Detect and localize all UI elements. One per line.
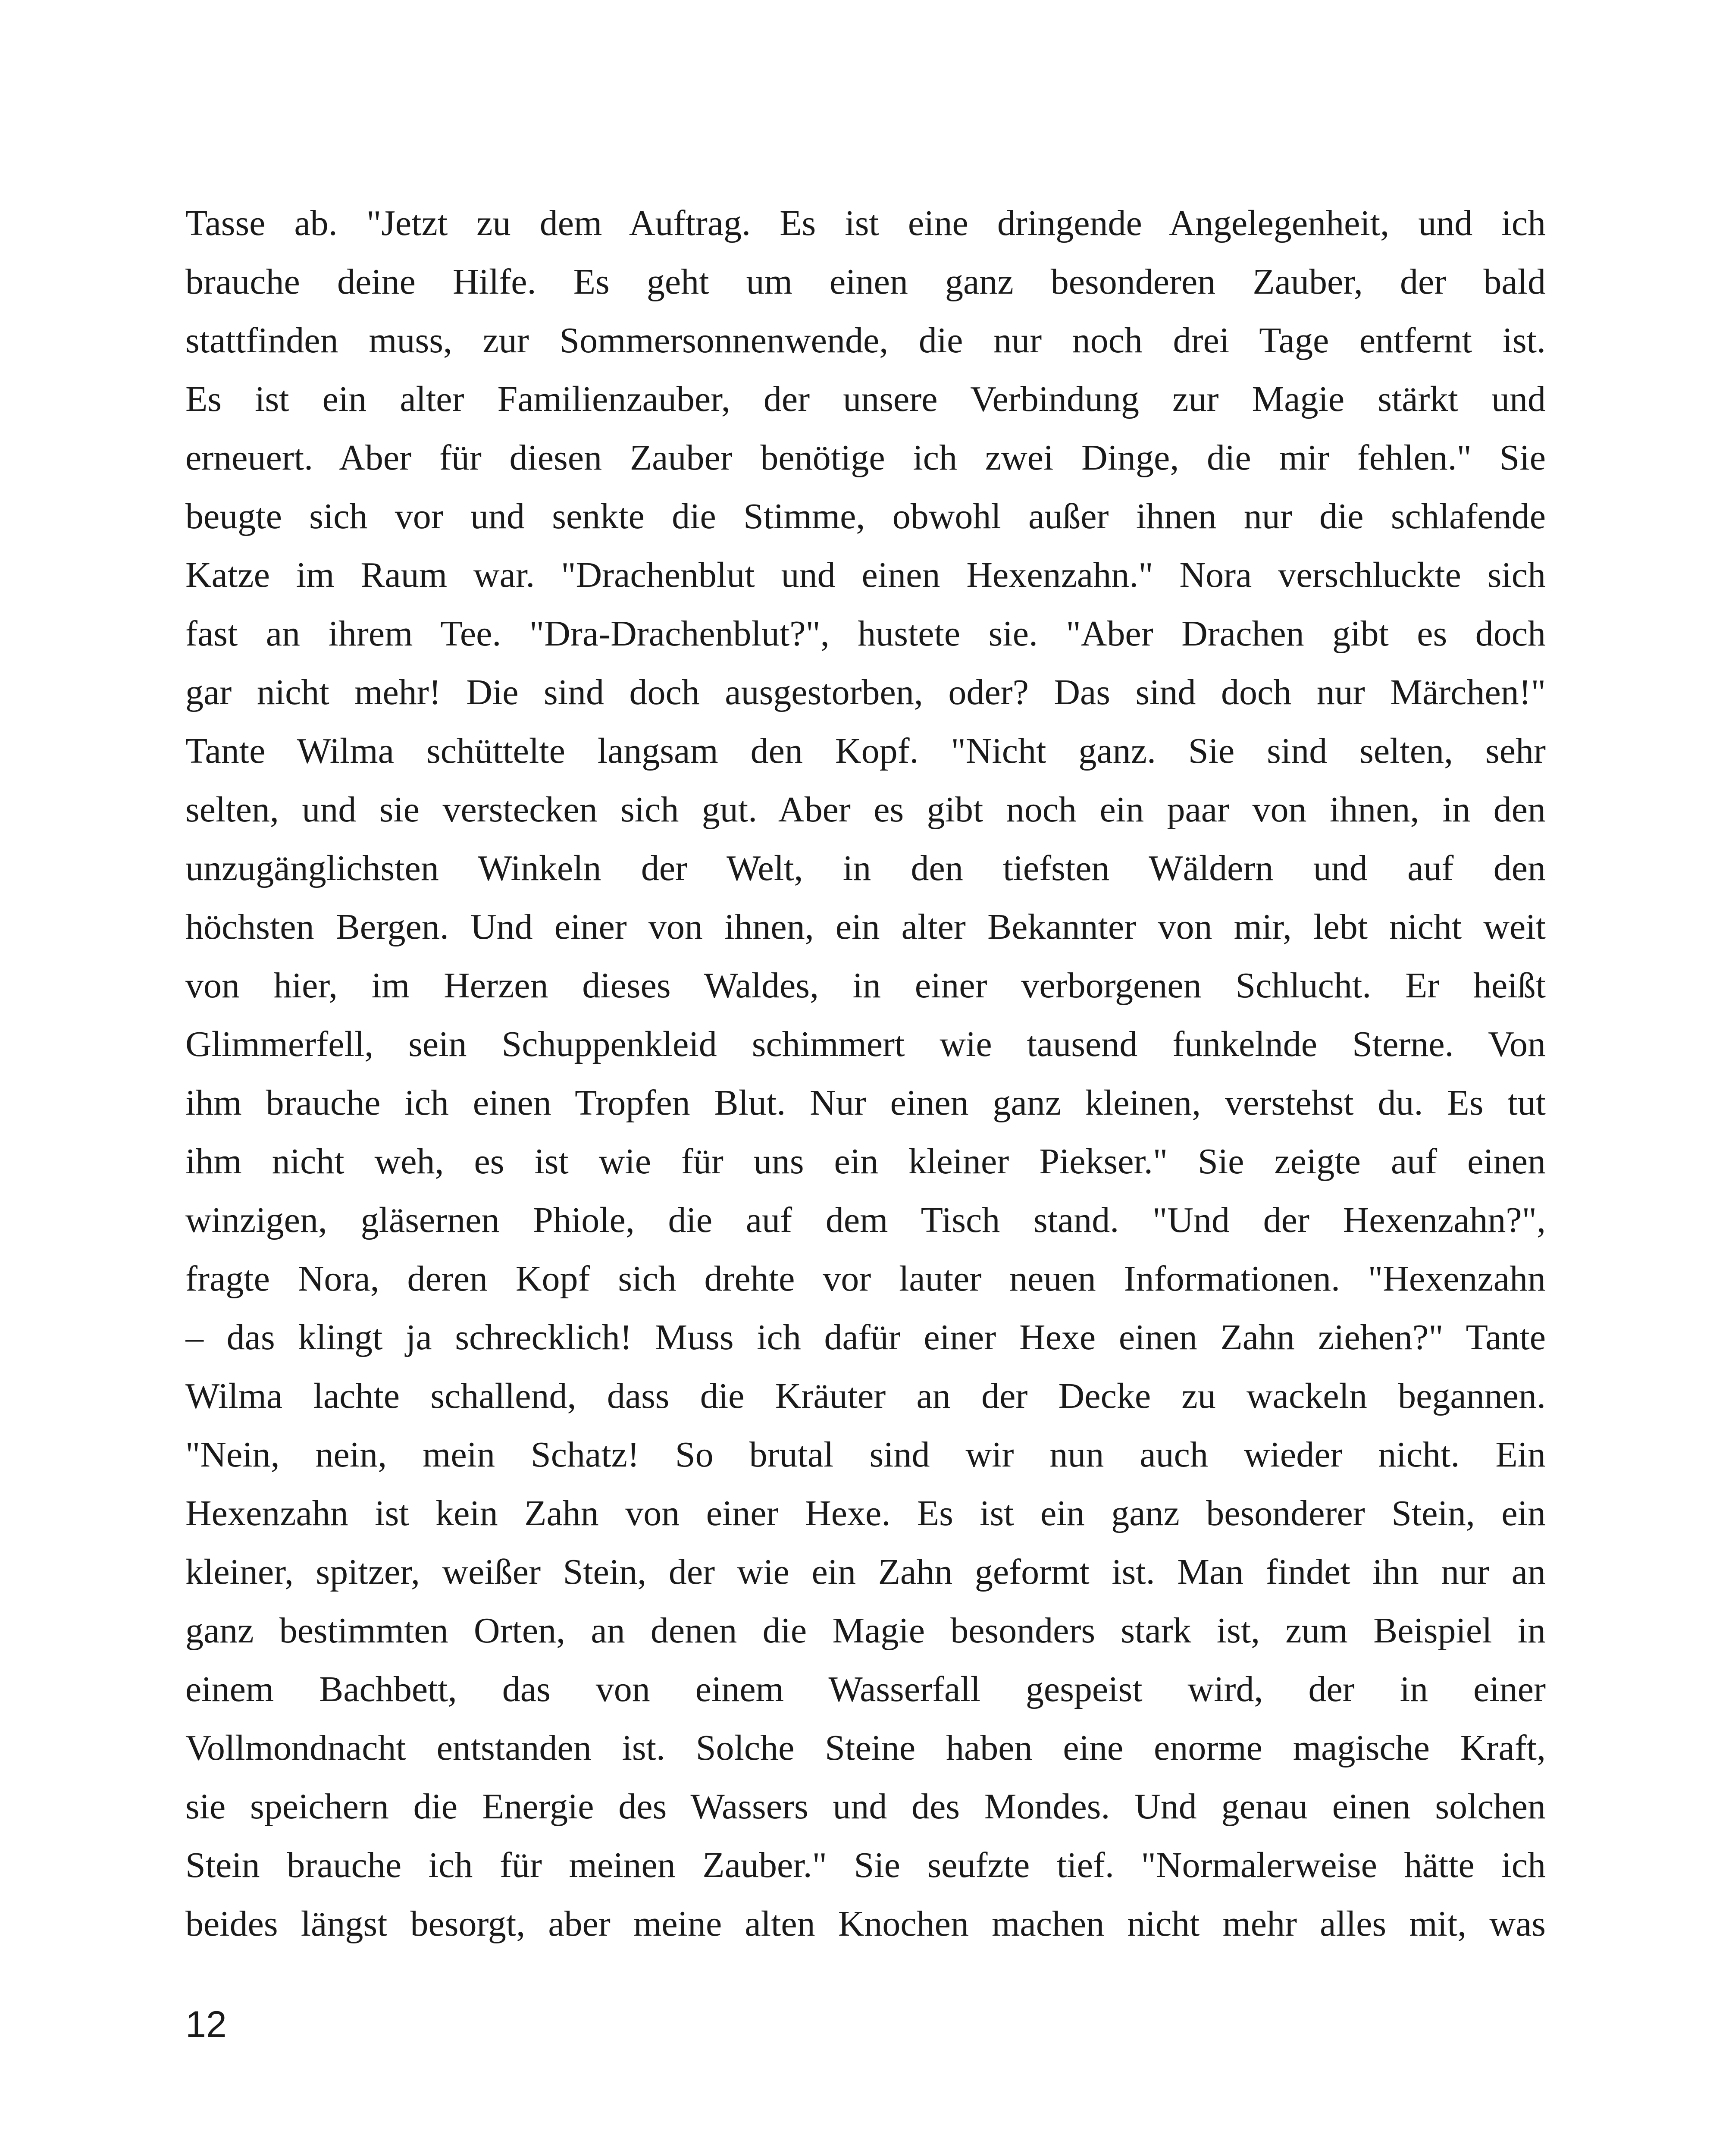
text-line: gar nicht mehr! Die sind doch ausgestorben, oder? Das sind doch nur Märchen!": [185, 672, 1546, 712]
text-line: selten, und sie verstecken sich gut. Aber es gibt noch ein paar von ihnen, in den: [185, 790, 1546, 830]
text-line: winzigen, gläsernen Phiole, die auf dem Tisch stand. "Und der Hexenzahn?",: [185, 1200, 1546, 1240]
text-line: stattfinden muss, zur Sommersonnenwende, die nur noch drei Tage entfernt ist.: [185, 320, 1546, 360]
text-line: brauche deine Hilfe. Es geht um einen ganz besonderen Zauber, der bald: [185, 262, 1546, 302]
text-line: – das klingt ja schrecklich! Muss ich dafür einer Hexe einen Zahn ziehen?" Tante: [185, 1317, 1546, 1357]
text-line: fragte Nora, deren Kopf sich drehte vor lauter neuen Informationen. "Hexenzahn: [185, 1259, 1546, 1299]
page-number: 12: [185, 2004, 227, 2045]
body-text: [185, 194, 1546, 1953]
text-line: höchsten Bergen. Und einer von ihnen, ein alter Bekannter von mir, lebt nicht weit: [185, 907, 1546, 947]
text-line: ihm brauche ich einen Tropfen Blut. Nur einen ganz kleinen, verstehst du. Es tut: [185, 1083, 1546, 1123]
text-line: erneuert. Aber für diesen Zauber benötige ich zwei Dinge, die mir fehlen." Sie: [185, 438, 1546, 478]
text-line: Vollmondnacht entstanden ist. Solche Steine haben eine enorme magische Kraft,: [185, 1728, 1546, 1768]
text-line: "Nein, nein, mein Schatz! So brutal sind wir nun auch wieder nicht. Ein: [185, 1435, 1546, 1475]
text-line: Katze im Raum war. "Drachenblut und einen Hexenzahn." Nora verschluckte sich: [185, 555, 1546, 595]
text-line: sie speichern die Energie des Wassers und des Mondes. Und genau einen solchen: [185, 1786, 1546, 1827]
text-line: unzugänglichsten Winkeln der Welt, in den tiefsten Wäldern und auf den: [185, 848, 1546, 888]
text-line: von hier, im Herzen dieses Waldes, in einer verborgenen Schlucht. Er heißt: [185, 965, 1546, 1006]
text-line: Es ist ein alter Familienzauber, der unsere Verbindung zur Magie stärkt und: [185, 379, 1546, 419]
text-line: Tasse ab. "Jetzt zu dem Auftrag. Es ist eine dringende Angelegenheit, und ich: [185, 203, 1546, 243]
text-line: Hexenzahn ist kein Zahn von einer Hexe. Es ist ein ganz besonderer Stein, ein: [185, 1493, 1546, 1533]
text-line: einem Bachbett, das von einem Wasserfall gespeist wird, der in einer: [185, 1669, 1546, 1709]
text-line: beugte sich vor und senkte die Stimme, obwohl außer ihnen nur die schlafende: [185, 496, 1546, 536]
text-line: Wilma lachte schallend, dass die Kräuter an der Decke zu wackeln begannen.: [185, 1376, 1546, 1416]
text-line: fast an ihrem Tee. "Dra-Drachenblut?", hustete sie. "Aber Drachen gibt es doch: [185, 614, 1546, 654]
text-line: kleiner, spitzer, weißer Stein, der wie ein Zahn geformt ist. Man findet ihn nur an: [185, 1552, 1546, 1592]
text-line: beides längst besorgt, aber meine alten Knochen machen nicht mehr alles mit, was: [185, 1904, 1546, 1944]
text-line: ihm nicht weh, es ist wie für uns ein kleiner Piekser." Sie zeigte auf einen: [185, 1141, 1546, 1181]
text-line: Stein brauche ich für meinen Zauber." Sie seufzte tief. "Normalerweise hätte ich: [185, 1845, 1546, 1885]
text-line: Tante Wilma schüttelte langsam den Kopf. "Nicht ganz. Sie sind selten, sehr: [185, 731, 1546, 771]
text-line: ganz bestimmten Orten, an denen die Magie besonders stark ist, zum Beispiel in: [185, 1611, 1546, 1651]
text-line: Glimmerfell, sein Schuppenkleid schimmert wie tausend funkelnde Sterne. Von: [185, 1024, 1546, 1064]
